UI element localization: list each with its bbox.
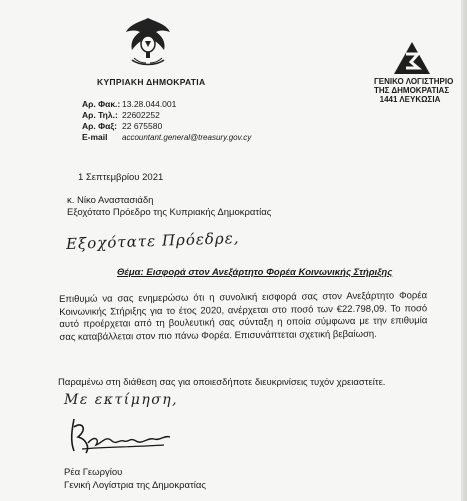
- fax-label: Αρ. Φαξ:: [82, 121, 117, 131]
- signer-title: Γενική Λογίστρια της Δημοκρατίας: [64, 480, 206, 491]
- signer-block: [64, 466, 206, 492]
- file-label: Αρ. Φακ.:: [82, 99, 121, 109]
- scan-edge: [461, 0, 467, 501]
- recipient-block: [67, 195, 271, 219]
- letter-body: Επιθυμώ να σας ενημερώσω ότι η συνολική εισφορά σας στον Ανεξάρτητο Φορέα Κοινωνικής Στήριξης για το έτος 2020, ανέρχεται στο ποσό των €22.798,09. Το ποσό αυτό προέρχεται από τη βουλευτική σας σύνταξη η οποία σύμφωνα με την επιθυμία σας καταβάλλεται στον πιο πάνω Φορέα. Επισυνάπτεται σχετική βεβαίωση.: [59, 290, 428, 343]
- recipient-title: Εξοχότατο Πρόεδρο της Κυπριακής Δημοκρατίας: [67, 207, 272, 218]
- left-org-name: ΚΥΠΡΙΑΚΗ ΔΗΜΟΚΡΑΤΙΑ: [97, 77, 206, 87]
- letter-closing: Παραμένω στη διάθεση σας για οποιεσδήποτε διευκρινίσεις τυχόν χρειαστείτε.: [58, 377, 386, 388]
- email-label: E-mail: [82, 132, 108, 142]
- cyprus-coat-of-arms-icon: [120, 14, 176, 68]
- file-value: 13.28.044.001: [122, 99, 177, 109]
- tel-value: 22602252: [122, 110, 160, 120]
- right-org-line3: 1441 ΛΕΥΚΩΣΙΑ: [379, 95, 441, 104]
- letter-subject: Θέμα: Εισφορά στον Ανεξάρτητο Φορέα Κοινωνικής Στήριξης: [117, 267, 393, 278]
- handwritten-signature-icon: [64, 413, 184, 463]
- handwritten-closing: Με εκτίμηση,: [64, 392, 179, 408]
- fax-value: 22 675580: [122, 121, 163, 131]
- tel-label: Αρ. Τηλ.:: [82, 110, 118, 120]
- email-value[interactable]: accountant.general@treasury.gov.cy: [122, 133, 252, 142]
- recipient-name: κ. Νίκο Αναστασιάδη: [67, 195, 154, 206]
- letter-date: 1 Σεπτεμβρίου 2021: [78, 172, 164, 183]
- right-org-line2: ΤΗΣ ΔΗΜΟΚΡΑΤΙΑΣ: [374, 86, 450, 95]
- contact-block: [82, 99, 251, 143]
- right-org-line1: ΓΕΝΙΚΟ ΛΟΓΙΣΤΗΡΙΟ: [374, 77, 454, 86]
- treasury-logo-icon: [392, 40, 432, 76]
- signer-name: Ρέα Γεωργίου: [64, 467, 123, 478]
- right-org-block: [374, 77, 454, 104]
- handwritten-salutation: Εξοχότατε Πρόεδρε,: [65, 228, 240, 254]
